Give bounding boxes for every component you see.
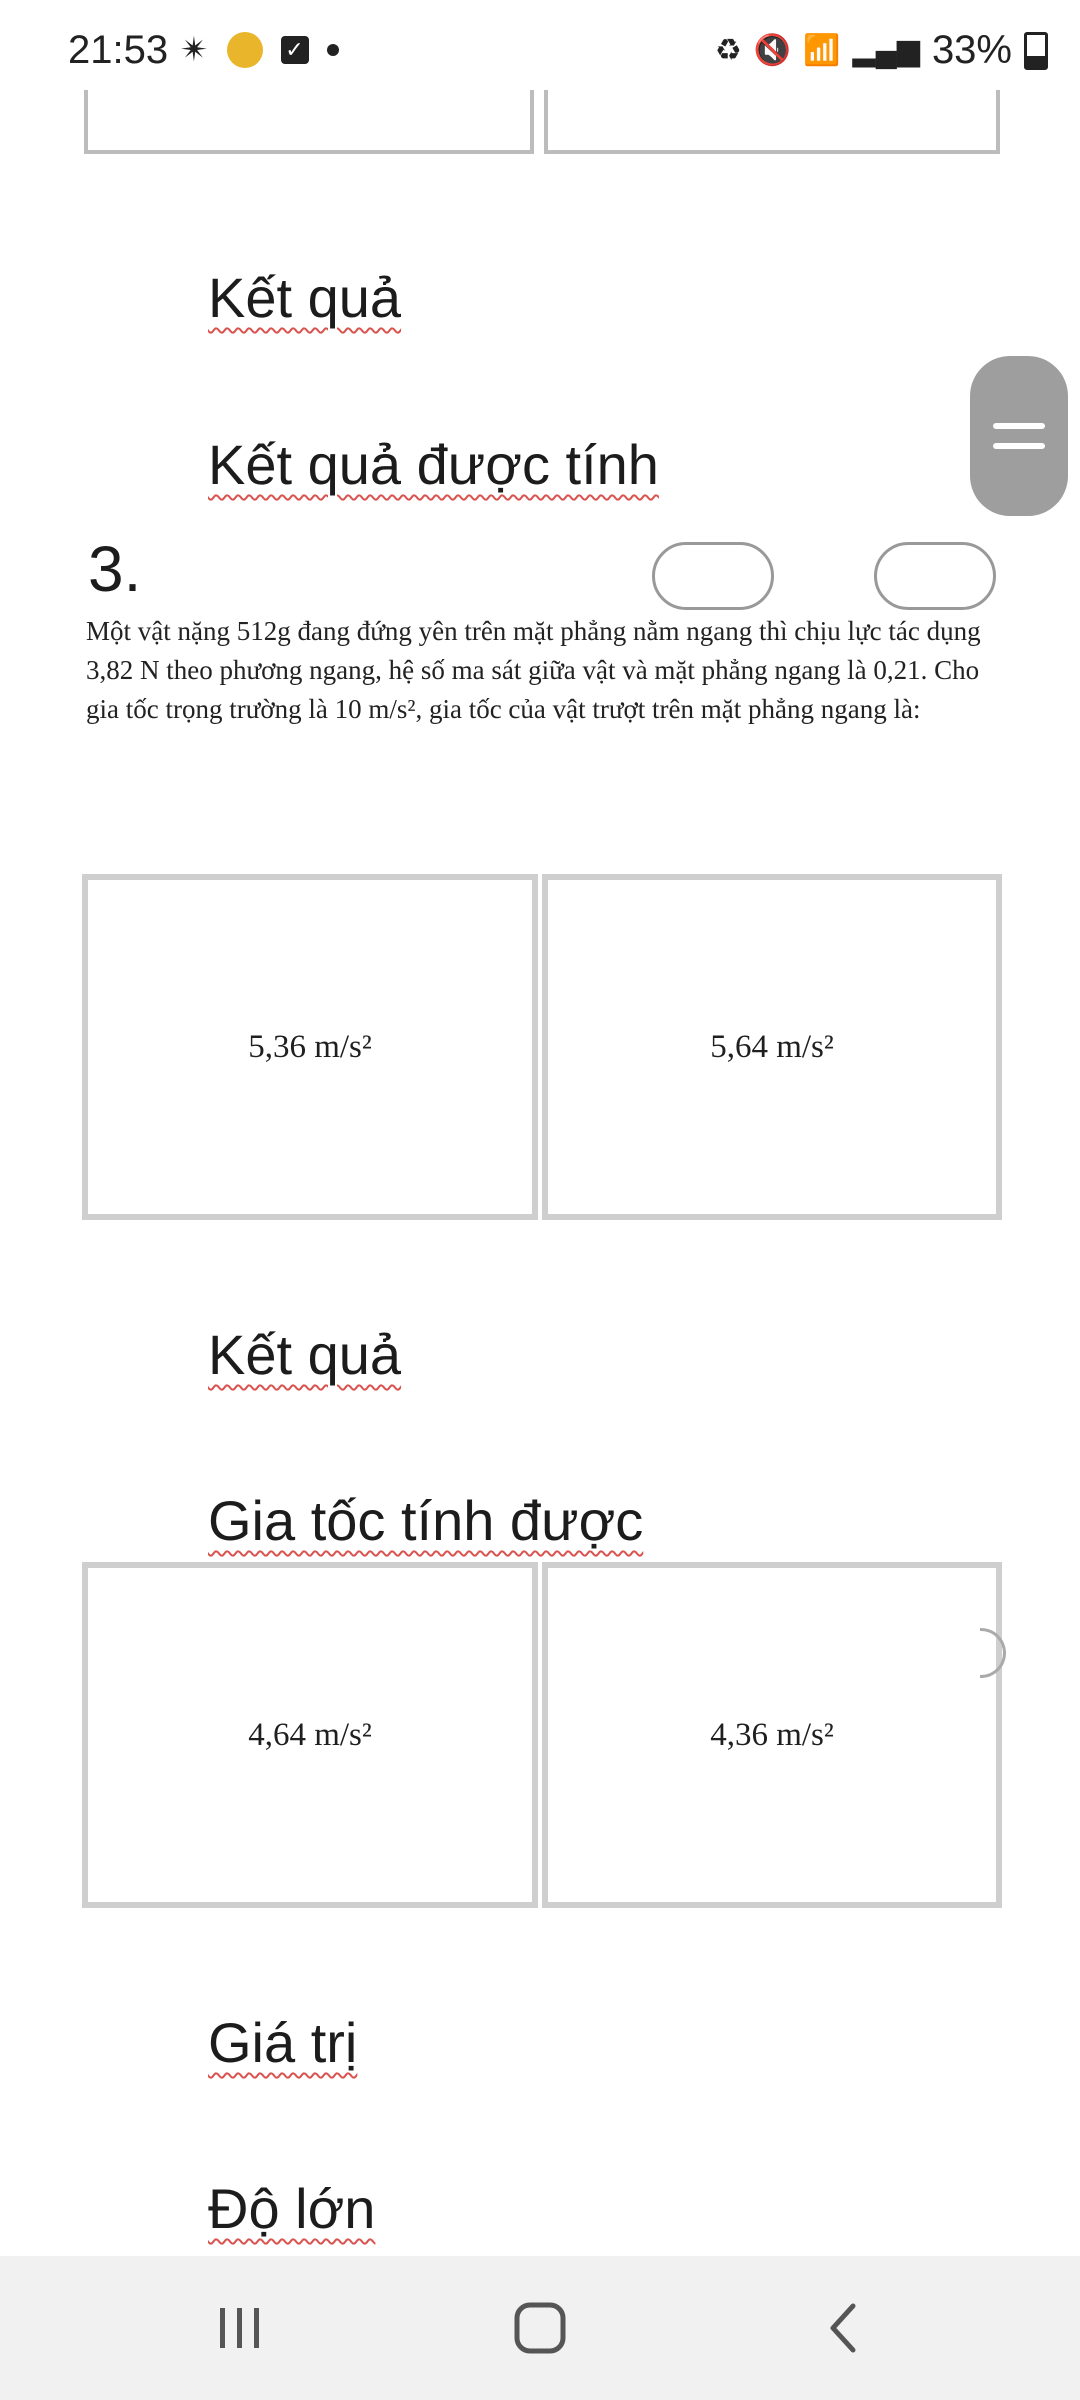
answer-text: 4,36 m/s² <box>710 1716 834 1753</box>
option-pill-b[interactable] <box>874 542 996 610</box>
home-button[interactable] <box>440 2256 640 2400</box>
answer-box-previous-right[interactable] <box>544 90 1000 154</box>
handle-line-top <box>993 423 1045 429</box>
app-badge-icon <box>227 32 263 68</box>
checkbox-icon: ✓ <box>281 36 309 64</box>
dot-icon <box>327 44 339 56</box>
label-result: Kết quả <box>208 266 402 329</box>
partial-circle-handle[interactable] <box>980 1628 1006 1678</box>
option-pill-a[interactable] <box>652 542 774 610</box>
answer-option-1[interactable] <box>82 874 538 1220</box>
signal-icon: ▂▄▆ <box>852 34 920 67</box>
answer-option-2[interactable] <box>542 874 1002 1220</box>
answer-text: 5,64 m/s² <box>710 1028 834 1065</box>
wifi-icon: 📶 <box>803 34 841 67</box>
answer-text: 5,36 m/s² <box>248 1028 372 1065</box>
answer-text: 4,64 m/s² <box>248 1716 372 1753</box>
question-number: 3. <box>88 533 142 605</box>
battery-saver-icon: ♻ <box>714 34 742 67</box>
recent-apps-button[interactable] <box>140 2256 340 2400</box>
navigation-bar <box>0 2256 1080 2400</box>
notification-icons <box>180 30 339 70</box>
mute-icon: 🔇 <box>753 34 792 67</box>
back-icon <box>815 2298 875 2358</box>
label-magnitude: Độ lớn <box>208 2177 376 2240</box>
recent-apps-icon <box>210 2298 270 2358</box>
handle-line-bottom <box>993 443 1045 449</box>
scroll-handle[interactable] <box>970 356 1068 516</box>
answer-box-previous-left[interactable] <box>84 90 534 154</box>
battery-percentage: 33% <box>931 28 1012 72</box>
label-result-computed: Kết quả được tính <box>208 433 659 496</box>
answer-option-3[interactable] <box>82 1562 538 1908</box>
label-value: Giá trị <box>208 2011 358 2074</box>
question-text: Một vật nặng 512g đang đứng yên trên mặt phẳng nằm ngang thì chịu lực tác dụng 3,82 N theo phương ngang, hệ số ma sát giữa vật và mặt phẳng ngang là 0,21. Cho gia tốc trọng trường là 10 m/s², gia tốc của vật trượt trên mặt phẳng ngang là: <box>86 616 981 724</box>
sparkle-icon: ✴ <box>180 31 209 69</box>
home-icon <box>510 2298 570 2358</box>
back-button[interactable] <box>745 2256 945 2400</box>
system-icons <box>715 28 1048 73</box>
status-time: 21:53 <box>68 28 169 72</box>
battery-icon <box>1024 32 1048 70</box>
answer-option-4[interactable] <box>542 1562 1002 1908</box>
label-acceleration-computed: Gia tốc tính được <box>208 1489 644 1552</box>
label-result-2: Kết quả <box>208 1323 402 1386</box>
